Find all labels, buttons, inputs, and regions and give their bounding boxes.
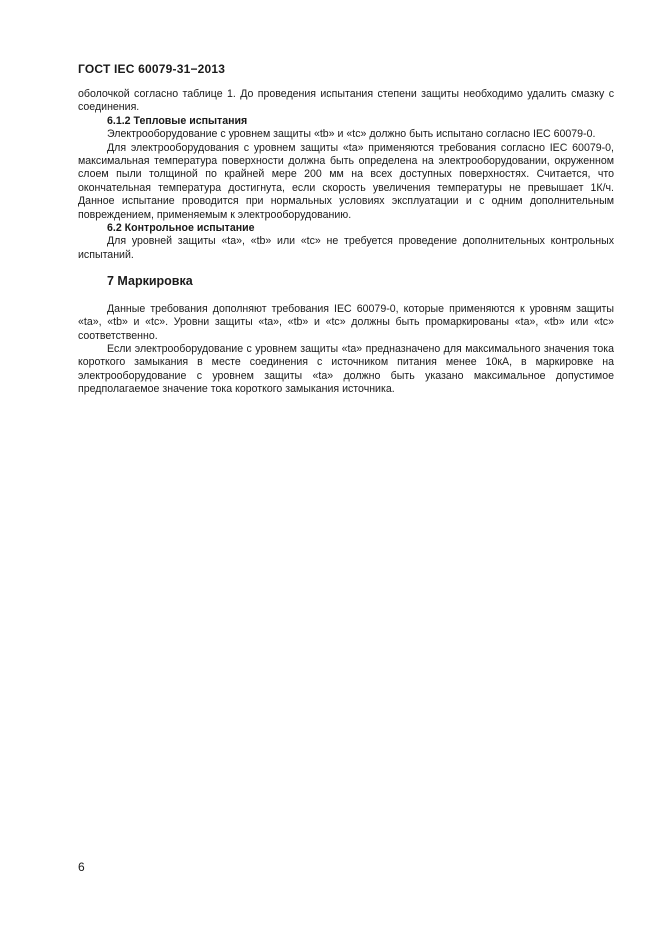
paragraph-6-1-2-a: Электрооборудование с уровнем защиты «tb» и «tc» должно быть испытано согласно IEC 60079-0. [107,128,596,141]
page-number: 6 [78,860,85,874]
document-header: ГОСТ IEC 60079-31−2013 [78,62,226,76]
subsection-heading-6-2: 6.2 Контрольное испытание [107,222,255,235]
subsection-heading-6-1-2: 6.1.2 Тепловые испытания [107,114,248,127]
document-body [78,88,614,397]
paragraph-6-1-2-b: Для электрооборудования с уровнем защиты «ta» применяются требования согласно IEC 60079-0, максимальная температура поверхности должна быть определена на электрооборудовании, окруженном слоем пыли толщиной по крайней мере 200 мм на всех доступных поверхностях. Считается, что окончательная температура достигнута, если скорость увеличения температуры не превышает 1К/ч. Данное испытание проводится при нормальных условиях эксплуатации и с одним дополнительным повреждением, применяемым к электрооборудованию. [78,141,614,221]
intro-paragraph: оболочкой согласно таблице 1. До проведения испытания степени защиты необходимо удалить смазку с соединения. [78,88,614,114]
paragraph-7-a: Данные требования дополняют требования IEC 60079-0, которые применяются к уровням защиты «ta», «tb» и «tc». Уровни защиты «ta», «tb» и «tc» должны быть промаркированы «ta», «tb» или «tc» соответственно. [78,302,614,342]
section-heading-7: 7 Маркировка [107,274,193,289]
paragraph-7-b: Если электрооборудование с уровнем защиты «ta» предназначено для максимального значения тока короткого замыкания в месте соединения с источником питания менее 10кА, в маркировке на электрооборудование с уровнем защиты «ta» должно быть указано максимальное допустимое предполагаемое значение тока короткого замыкания источника. [78,342,614,396]
paragraph-6-2: Для уровней защиты «ta», «tb» или «tc» не требуется проведение дополнительных контрольных испытаний. [78,235,614,261]
